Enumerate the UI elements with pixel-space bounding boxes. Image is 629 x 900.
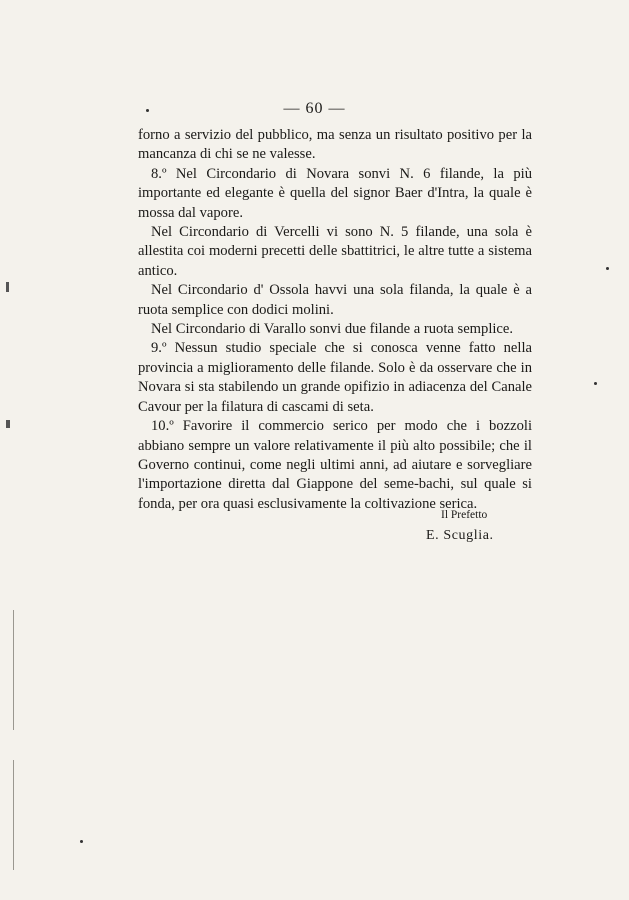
page-number: — 60 — bbox=[283, 100, 346, 117]
paragraph-continuation: forno a servizio del pubblico, ma senza un risultato positivo per la mancanza di chi se ne valesse. bbox=[138, 127, 532, 163]
signature-name: E. Scuglia. bbox=[426, 528, 494, 543]
scan-speck bbox=[146, 109, 149, 112]
paragraph-vercelli: Nel Circondario di Vercelli vi sono N. 5 filande, una sola è allestita coi moderni precetti delle sbattitrici, le altre tutte a sistema antico. bbox=[138, 224, 532, 279]
paragraph-item-8: 8.º Nel Circondario di Novara sonvi N. 6 filande, la più importante ed elegante è quella del signor Baer d'Intra, la quale è mossa dal vapore. bbox=[138, 165, 532, 221]
paragraph-varallo: Nel Circondario di Varallo sonvi due filande a ruota semplice. bbox=[151, 321, 514, 338]
scan-edge-line bbox=[13, 610, 14, 730]
body-text bbox=[138, 126, 532, 514]
signature-title: Il Prefetto bbox=[441, 509, 488, 521]
paragraph-item-9: 9.º Nessun studio speciale che si conosca venne fatto nella provincia a miglioramento delle filande. Solo è da osservare che in Novara si sta stabilendo un grande opifizio in adiacenza del Canale Cavour per la filatura di cascami di seta. bbox=[138, 340, 532, 415]
scan-edge-mark bbox=[6, 420, 10, 428]
scan-speck bbox=[594, 382, 597, 385]
paragraph-ossola: Nel Circondario d' Ossola havvi una sola filanda, la quale è a ruota semplice con dodici molini. bbox=[138, 282, 532, 318]
scan-edge-mark bbox=[6, 282, 9, 292]
scan-speck bbox=[80, 840, 83, 843]
scan-speck bbox=[606, 267, 609, 270]
scan-edge-line bbox=[13, 760, 14, 870]
signature-block bbox=[400, 508, 520, 544]
paragraph-item-10: 10.º Favorire il commercio serico per modo che i bozzoli abbiano sempre un valore relativamente il più alto possibile; che il Governo continui, come negli ultimi anni, ad aiutare e sorvegliare l'importazione diretta dal Giappone del seme-bachi, sul quale si fonda, per ora quasi esclusivamente la coltivazione serica. bbox=[138, 418, 532, 512]
